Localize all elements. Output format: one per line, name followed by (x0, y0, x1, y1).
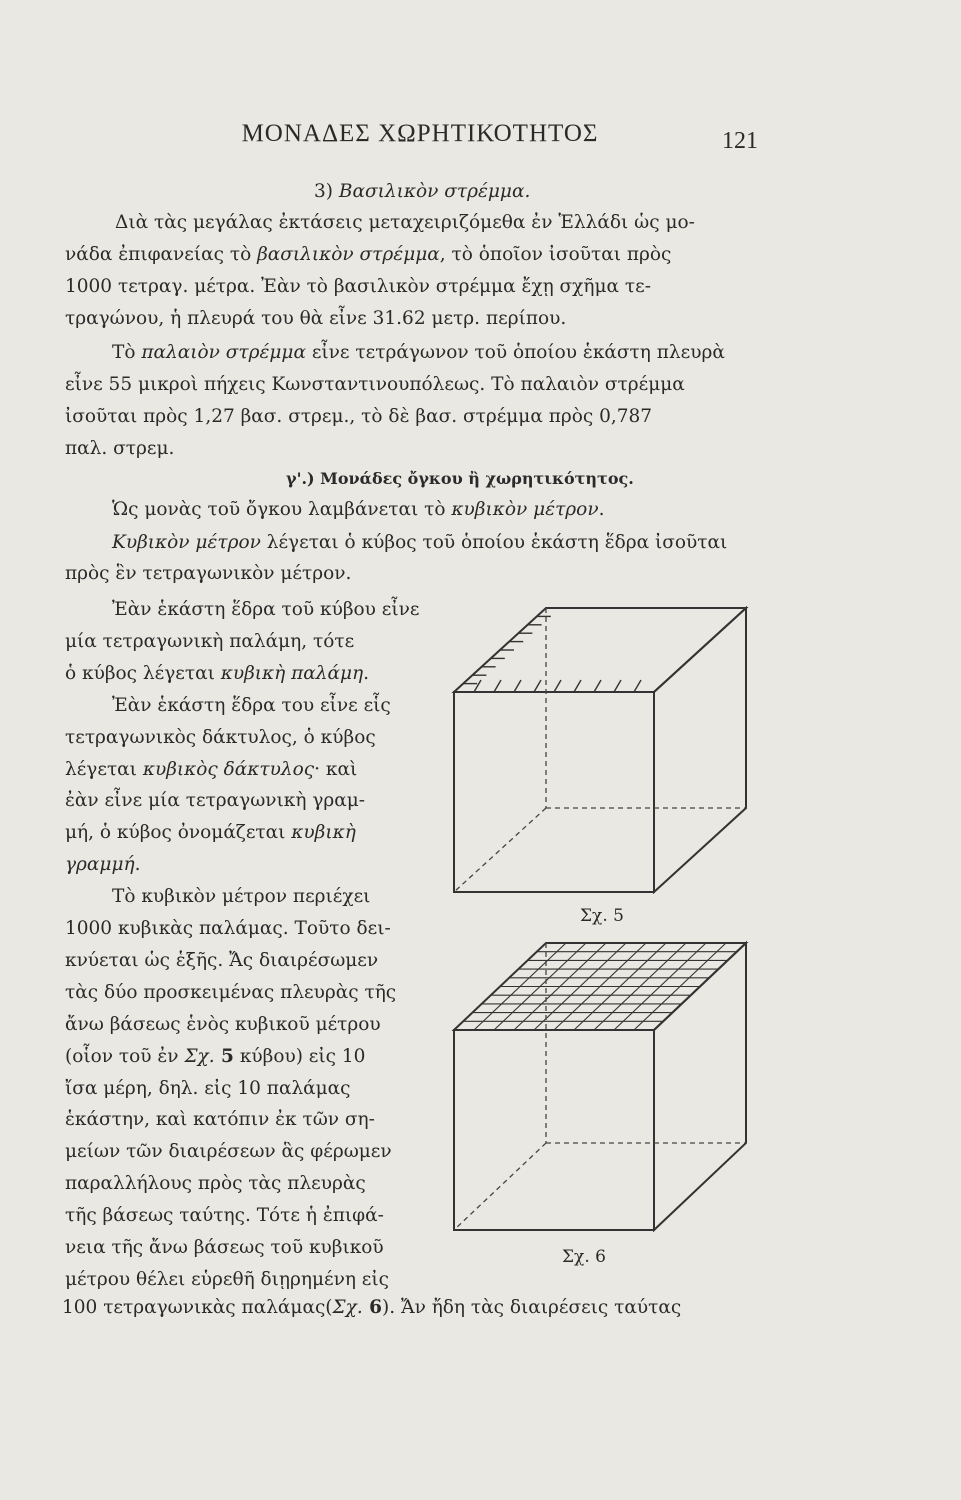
left-column-line: λέγεται κυβικὸς δάκτυλος· καὶ (65, 759, 358, 780)
paragraph-line: Τὸ παλαιὸν στρέμμα εἶνε τετράγωνον τοῦ ὁποίου ἑκάστη πλευρὰ (112, 342, 725, 363)
left-column-line: (οἷον τοῦ ἐν Σχ. 5 κύβου) εἰς 10 (65, 1046, 366, 1067)
left-column-line: νεια τῆς ἄνω βάσεως τοῦ κυβικοῦ (65, 1237, 384, 1258)
left-column-line: ὁ κύβος λέγεται κυβικὴ παλάμη. (65, 663, 370, 684)
paragraph-line: Κυβικὸν μέτρον λέγεται ὁ κύβος τοῦ ὁποίου ἑκάστη ἕδρα ἰσοῦται (112, 532, 728, 553)
left-column-line: μείων τῶν διαιρέσεων ἃς φέρωμεν (65, 1141, 392, 1162)
left-column-line: ἐὰν εἶνε μία τετραγωνικὴ γραμ- (65, 790, 366, 811)
paragraph-line: ἰσοῦται πρὸς 1,27 βασ. στρεμ., τὸ δὲ βασ. στρέμμα πρὸς 0,787 (65, 406, 653, 427)
left-column-line: γραμμή. (65, 854, 141, 875)
paragraph-line: παλ. στρεμ. (65, 438, 175, 459)
left-column-line: τετραγωνικὸς δάκτυλος, ὁ κύβος (65, 727, 376, 748)
left-column-line: ἄνω βάσεως ἑνὸς κυβικοῦ μέτρου (65, 1014, 381, 1035)
tick-mark (594, 680, 601, 692)
left-column-line: τὰς δύο προσκειμένας πλευρὰς τῆς (65, 982, 397, 1003)
left-column-line: μέτρου θέλει εὑρεθῆ διῃρημένη εἰς (65, 1269, 389, 1290)
tick-mark (514, 680, 521, 692)
paragraph-line: Ὡς μονὰς τοῦ ὄγκου λαμβάνεται τὸ κυβικὸν μέτρον. (112, 499, 605, 520)
figure-6-cube-grid (446, 935, 766, 1247)
left-column-line: μή, ὁ κύβος ὀνομάζεται κυβικὴ (65, 822, 356, 843)
tick-mark (474, 680, 481, 692)
top-face-grid (463, 943, 737, 1030)
section-3-heading: 3) Βασιλικὸν στρέμμα. (314, 181, 531, 202)
cube-front-face (454, 692, 654, 892)
left-column-line: Ἐὰν ἑκάστη ἕδρα τοῦ κύβου εἶνε (112, 599, 420, 620)
division-ticks (463, 616, 641, 692)
tick-mark (494, 680, 501, 692)
page-number: 121 (722, 128, 758, 154)
tick-mark (574, 680, 581, 692)
left-column-line: μία τετραγωνικὴ παλάμη, τότε (65, 631, 355, 652)
left-column-line: κνύεται ὡς ἑξῆς. Ἄς διαιρέσωμεν (65, 950, 379, 971)
tick-mark (554, 680, 561, 692)
paragraph-line: 1000 τετραγ. μέτρα. Ἐὰν τὸ βασιλικὸν στρέμμα ἔχῃ σχῆμα τε- (65, 276, 651, 297)
cube-front-face (454, 1030, 654, 1230)
left-column-line: Τὸ κυβικὸν μέτρον περιέχει (112, 886, 371, 907)
left-column-line: Ἐὰν ἑκάστη ἕδρα του εἶνε εἷς (112, 695, 391, 716)
paragraph-line: 100 τετραγωνικὰς παλάμας(Σχ. 6). Ἄν ἤδη τὰς διαιρέσεις ταύτας (62, 1297, 682, 1318)
paragraph-line: τραγώνου, ἡ πλευρά του θὰ εἶνε 31.62 μετρ. περίπου. (65, 308, 567, 329)
tick-mark (534, 680, 541, 692)
left-column-line: παραλλήλους πρὸς τὰς πλευρὰς (65, 1173, 366, 1194)
tick-mark (634, 680, 641, 692)
left-column-line: ἑκάστην, καὶ κατόπιν ἐκ τῶν ση- (65, 1109, 375, 1130)
paragraph-line: νάδα ἐπιφανείας τὸ βασιλικὸν στρέμμα, τὸ ὁποῖον ἰσοῦται πρὸς (65, 244, 672, 265)
tick-mark (614, 680, 621, 692)
paragraph-line: εἶνε 55 μικροὶ πήχεις Κωνσταντινουπόλεως. Τὸ παλαιὸν στρέμμα (65, 374, 685, 395)
left-column-line: τῆς βάσεως ταύτης. Τότε ἡ ἐπιφά- (65, 1205, 384, 1226)
paragraph-line: πρὸς ἓν τετραγωνικὸν μέτρον. (65, 563, 352, 584)
figure-6-caption: Σχ. 6 (562, 1247, 606, 1267)
figure-5-cube (446, 600, 766, 905)
cube-top-face (454, 608, 746, 692)
running-header-title: ΜΟΝΑΔΕΣ ΧΩΡΗΤΙΚΟΤΗΤΟΣ (241, 120, 599, 147)
cube-right-face (654, 608, 746, 892)
section-gamma-heading: γ'.) Μονάδες ὄγκου ἢ χωρητικότητος. (286, 469, 634, 488)
left-column-line: 1000 κυβικὰς παλάμας. Τοῦτο δει- (65, 918, 391, 939)
figure-5-caption: Σχ. 5 (580, 906, 624, 926)
paragraph-line: Διὰ τὰς μεγάλας ἐκτάσεις μεταχειριζόμεθα ἐν Ἑλλάδι ὡς μο- (115, 212, 695, 233)
left-column-line: ἴσα μέρη, δηλ. εἰς 10 παλάμας (65, 1078, 351, 1099)
